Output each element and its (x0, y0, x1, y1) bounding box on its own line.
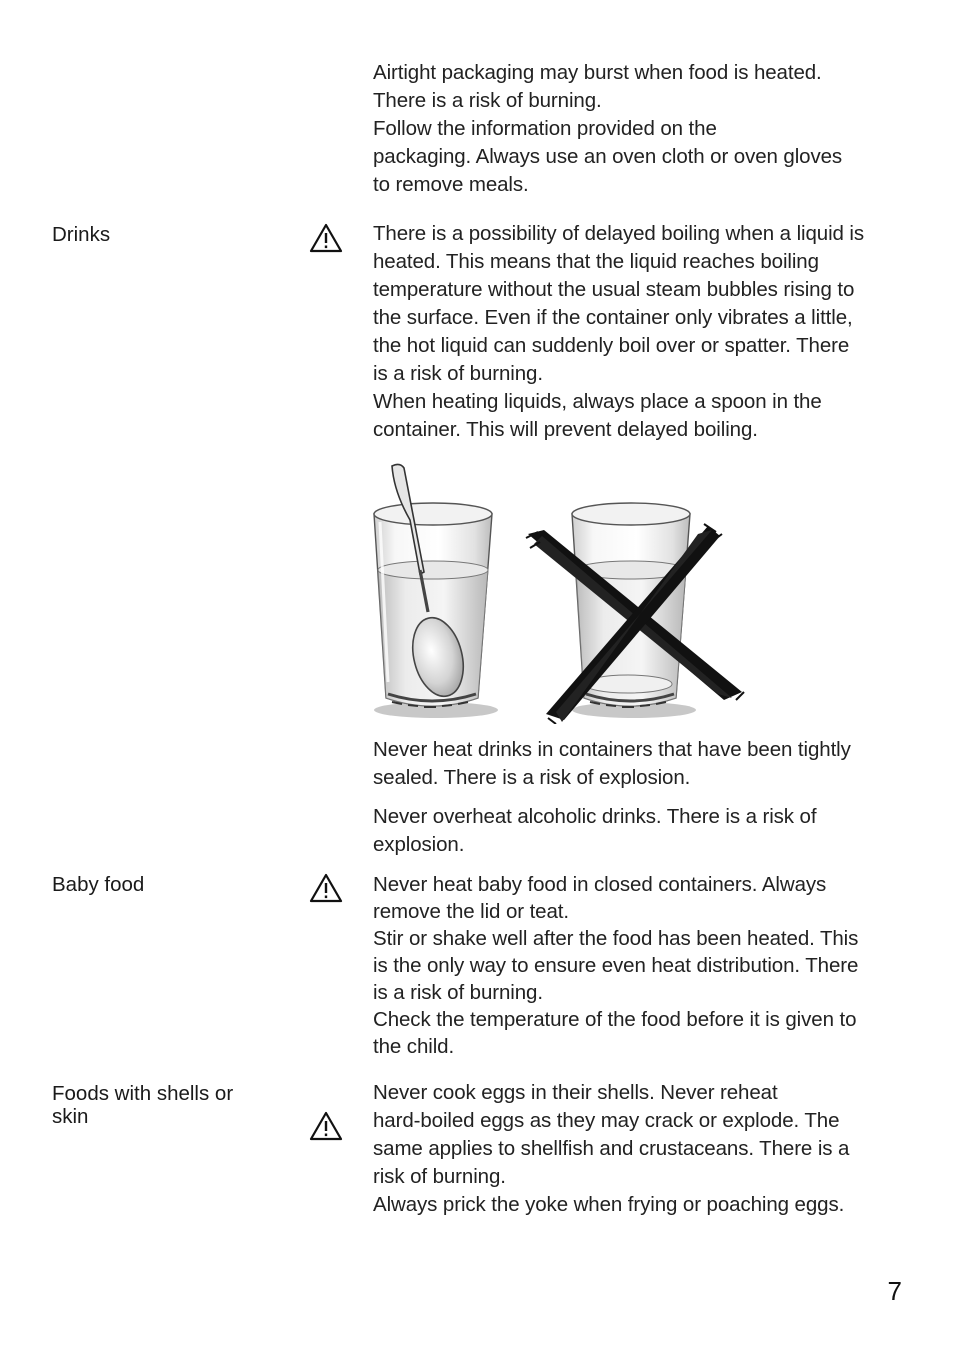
text-line: risk of burning. (373, 1165, 506, 1188)
text-line: is the only way to ensure even heat distribution. There (373, 954, 859, 977)
label-line: skin (52, 1105, 89, 1128)
baby-food-warning-paragraph (373, 871, 903, 1060)
section-label-drinks: Drinks (52, 223, 111, 246)
text-line: Airtight packaging may burst when food is heated. (373, 61, 822, 84)
text-line: When heating liquids, always place a spoon in the (373, 390, 822, 413)
text-line: Follow the information provided on the (373, 117, 717, 140)
text-line: same applies to shellfish and crustaceans. There is a (373, 1137, 850, 1160)
warning-triangle-icon (309, 873, 343, 903)
text-line: Never heat drinks in containers that have been tightly (373, 738, 851, 761)
text-line: the child. (373, 1035, 455, 1058)
shells-warning-paragraph (373, 1079, 903, 1219)
section-label-shells-or-skin (52, 1082, 292, 1128)
text-line: the surface. Even if the container only vibrates a little, (373, 306, 853, 329)
section-label-baby-food: Baby food (52, 873, 145, 896)
label-line: Foods with shells or (52, 1082, 234, 1105)
text-line: remove the lid or teat. (373, 900, 569, 923)
drinks-warning-paragraph (373, 220, 903, 444)
text-line: temperature without the usual steam bubbles rising to (373, 278, 855, 301)
text-line: to remove meals. (373, 173, 529, 196)
text-line: explosion. (373, 833, 465, 856)
text-line: Never overheat alcoholic drinks. There is a risk of (373, 805, 817, 828)
text-line: Never cook eggs in their shells. Never reheat (373, 1081, 778, 1104)
text-line: container. This will prevent delayed boiling. (373, 418, 758, 441)
text-line: hard-boiled eggs as they may crack or explode. The (373, 1109, 840, 1132)
warning-triangle-icon (309, 223, 343, 253)
text-line: heated. This means that the liquid reaches boiling (373, 250, 819, 273)
text-line: Check the temperature of the food before it is given to (373, 1008, 857, 1031)
text-line: There is a risk of burning. (373, 89, 602, 112)
text-line: the hot liquid can suddenly boil over or spatter. There (373, 334, 850, 357)
text-line: Always prick the yoke when frying or poaching eggs. (373, 1193, 845, 1216)
warning-triangle-icon (309, 1111, 343, 1141)
glass-with-spoon (374, 464, 498, 718)
text-line: Never heat baby food in closed containers. Always (373, 873, 827, 896)
spoon-in-glass-illustration (366, 462, 756, 724)
intro-paragraph (373, 59, 903, 199)
text-line: packaging. Always use an oven cloth or oven gloves (373, 145, 843, 168)
alcohol-note (373, 803, 903, 859)
text-line: Stir or shake well after the food has been heated. This (373, 927, 859, 950)
text-line: sealed. There is a risk of explosion. (373, 766, 691, 789)
text-line: There is a possibility of delayed boiling when a liquid is (373, 222, 865, 245)
page-number: 7 (887, 1276, 902, 1306)
text-line: is a risk of burning. (373, 981, 543, 1004)
text-line: is a risk of burning. (373, 362, 543, 385)
sealed-containers-note (373, 736, 903, 792)
